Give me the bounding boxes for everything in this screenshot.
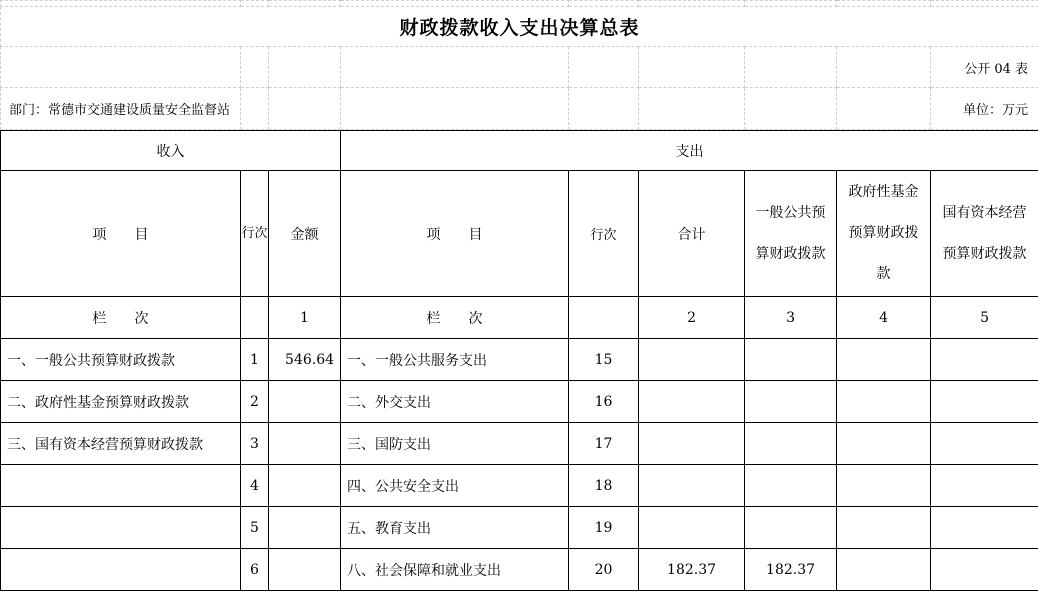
expense-item-header[interactable]: 项 目	[341, 171, 569, 297]
fund-budget-cell[interactable]	[837, 465, 931, 507]
table-row	[1, 381, 1038, 423]
fund-budget-cell[interactable]	[837, 423, 931, 465]
cell[interactable]	[241, 297, 269, 339]
total-cell[interactable]: 182.37	[639, 549, 745, 591]
cell[interactable]	[569, 88, 639, 130]
column-index-row	[1, 297, 1038, 339]
state-capital-cell[interactable]	[931, 339, 1038, 381]
department-label[interactable]: 部门：常德市交通建设质量安全监督站	[1, 88, 241, 130]
expense-item-cell[interactable]: 三、国防支出	[341, 423, 569, 465]
table-row	[1, 507, 1038, 549]
column-index-2[interactable]: 2	[639, 297, 745, 339]
income-row-no-header[interactable]: 行次	[241, 171, 269, 297]
fund-budget-cell[interactable]	[837, 339, 931, 381]
state-capital-cell[interactable]	[931, 465, 1038, 507]
income-row-no-cell[interactable]: 5	[241, 507, 269, 549]
expense-item-cell[interactable]: 四、公共安全支出	[341, 465, 569, 507]
total-cell[interactable]	[639, 423, 745, 465]
column-index-label-right[interactable]: 栏 次	[341, 297, 569, 339]
income-amount-cell[interactable]	[269, 507, 341, 549]
cell[interactable]	[837, 88, 931, 130]
cell[interactable]	[269, 88, 341, 130]
general-budget-cell[interactable]	[745, 423, 837, 465]
column-index-5[interactable]: 5	[931, 297, 1038, 339]
cell[interactable]	[837, 47, 931, 88]
cell[interactable]	[569, 47, 639, 88]
expense-group-header[interactable]: 支出	[341, 131, 1038, 171]
cell[interactable]	[569, 297, 639, 339]
cell[interactable]	[241, 47, 269, 88]
total-cell[interactable]	[639, 465, 745, 507]
expense-item-cell[interactable]: 一、一般公共服务支出	[341, 339, 569, 381]
income-item-cell[interactable]	[1, 507, 241, 549]
table-number[interactable]: 公开 04 表	[931, 47, 1038, 88]
income-row-no-cell[interactable]: 1	[241, 339, 269, 381]
income-item-header[interactable]: 项 目	[1, 171, 241, 297]
income-item-cell[interactable]: 一、一般公共预算财政拨款	[1, 339, 241, 381]
total-header[interactable]: 合计	[639, 171, 745, 297]
cell[interactable]	[269, 47, 341, 88]
cell[interactable]	[639, 88, 745, 130]
total-cell[interactable]	[639, 381, 745, 423]
state-capital-cell[interactable]	[931, 549, 1038, 591]
column-index-label-left[interactable]: 栏 次	[1, 297, 241, 339]
report-title[interactable]: 财政拨款收入支出决算总表	[1, 7, 1038, 47]
expense-row-no-cell[interactable]: 20	[569, 549, 639, 591]
cell[interactable]	[341, 47, 569, 88]
income-row-no-cell[interactable]: 4	[241, 465, 269, 507]
general-budget-header[interactable]: 一般公共预算财政拨款	[745, 171, 837, 297]
general-budget-cell[interactable]	[745, 381, 837, 423]
income-amount-cell[interactable]	[269, 465, 341, 507]
cell[interactable]	[745, 47, 837, 88]
budget-table	[0, 130, 1038, 591]
expense-item-cell[interactable]: 八、社会保障和就业支出	[341, 549, 569, 591]
income-row-no-cell[interactable]: 2	[241, 381, 269, 423]
fund-budget-cell[interactable]	[837, 507, 931, 549]
state-capital-cell[interactable]	[931, 381, 1038, 423]
income-group-header[interactable]: 收入	[1, 131, 341, 171]
income-amount-cell[interactable]: 546.64	[269, 339, 341, 381]
cell[interactable]	[341, 88, 569, 130]
income-amount-header[interactable]: 金额	[269, 171, 341, 297]
expense-item-cell[interactable]: 二、外交支出	[341, 381, 569, 423]
income-item-cell[interactable]	[1, 549, 241, 591]
income-item-cell[interactable]: 三、国有资本经营预算财政拨款	[1, 423, 241, 465]
sheet-header-grid	[0, 0, 1038, 130]
income-item-cell[interactable]: 二、政府性基金预算财政拨款	[1, 381, 241, 423]
state-capital-cell[interactable]	[931, 423, 1038, 465]
expense-row-no-cell[interactable]: 18	[569, 465, 639, 507]
cell[interactable]	[745, 88, 837, 130]
table-row	[1, 465, 1038, 507]
income-amount-cell[interactable]	[269, 549, 341, 591]
general-budget-cell[interactable]: 182.37	[745, 549, 837, 591]
fund-budget-cell[interactable]	[837, 381, 931, 423]
expense-item-cell[interactable]: 五、教育支出	[341, 507, 569, 549]
income-row-no-cell[interactable]: 6	[241, 549, 269, 591]
income-amount-cell[interactable]	[269, 423, 341, 465]
fund-budget-header[interactable]: 政府性基金预算财政拨款	[837, 171, 931, 297]
column-index-4[interactable]: 4	[837, 297, 931, 339]
income-amount-cell[interactable]	[269, 381, 341, 423]
column-header-row	[1, 171, 1038, 297]
general-budget-cell[interactable]	[745, 465, 837, 507]
total-cell[interactable]	[639, 339, 745, 381]
expense-row-no-cell[interactable]: 15	[569, 339, 639, 381]
table-row	[1, 339, 1038, 381]
expense-row-no-header[interactable]: 行次	[569, 171, 639, 297]
income-item-cell[interactable]	[1, 465, 241, 507]
total-cell[interactable]	[639, 507, 745, 549]
income-row-no-cell[interactable]: 3	[241, 423, 269, 465]
fund-budget-cell[interactable]	[837, 549, 931, 591]
expense-row-no-cell[interactable]: 19	[569, 507, 639, 549]
expense-row-no-cell[interactable]: 16	[569, 381, 639, 423]
cell[interactable]	[639, 47, 745, 88]
table-row	[1, 549, 1038, 591]
general-budget-cell[interactable]	[745, 507, 837, 549]
unit-label[interactable]: 单位：万元	[931, 88, 1038, 130]
column-index-3[interactable]: 3	[745, 297, 837, 339]
state-capital-header[interactable]: 国有资本经营预算财政拨款	[931, 171, 1038, 297]
cell[interactable]	[1, 47, 241, 88]
column-index-1[interactable]: 1	[269, 297, 341, 339]
group-header-row	[1, 131, 1038, 171]
expense-row-no-cell[interactable]: 17	[569, 423, 639, 465]
state-capital-cell[interactable]	[931, 507, 1038, 549]
cell[interactable]	[241, 88, 269, 130]
table-row	[1, 423, 1038, 465]
general-budget-cell[interactable]	[745, 339, 837, 381]
